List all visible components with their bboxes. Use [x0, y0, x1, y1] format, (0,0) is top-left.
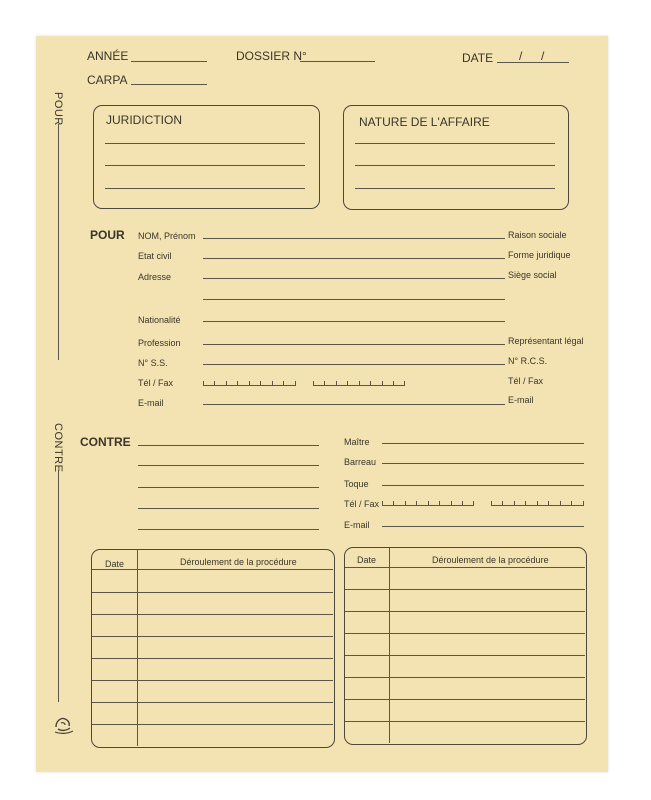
- etat-civil-label: Etat civil: [138, 251, 172, 261]
- dossier-label: DOSSIER N°: [236, 49, 307, 63]
- barreau-field[interactable]: [382, 463, 584, 464]
- email-field[interactable]: [203, 404, 505, 405]
- maitre-field[interactable]: [382, 443, 584, 444]
- nature-line-2[interactable]: [355, 165, 555, 166]
- date-field[interactable]: [497, 62, 569, 63]
- procedure-left-row[interactable]: [92, 592, 333, 593]
- procedure-left-row[interactable]: [92, 702, 333, 703]
- numero-ss-field[interactable]: [203, 364, 505, 365]
- toque-field[interactable]: [382, 485, 584, 486]
- procedure-left-row[interactable]: [92, 724, 333, 725]
- nom-prenom-label: NOM, Prénom: [138, 231, 196, 241]
- procedure-table-left: [91, 549, 335, 748]
- email-right-label: E-mail: [508, 395, 534, 405]
- procedure-table-right-divider: [389, 548, 390, 743]
- profession-field[interactable]: [203, 344, 505, 345]
- contre-email-label: E-mail: [344, 520, 370, 530]
- email-label: E-mail: [138, 398, 164, 408]
- representant-legal-label: Représentant légal: [508, 336, 584, 346]
- date-separator-2: /: [541, 49, 545, 63]
- procedure-right-row[interactable]: [345, 589, 585, 590]
- side-label-contre: CONTRE: [52, 423, 64, 473]
- nationalite-label: Nationalité: [138, 315, 181, 325]
- tel-fax-label: Tél / Fax: [138, 378, 174, 388]
- pour-title: POUR: [90, 228, 125, 242]
- maitre-label: Maître: [344, 437, 370, 447]
- etat-civil-field[interactable]: [203, 258, 505, 259]
- nature-line-1[interactable]: [355, 143, 555, 144]
- contre-line-4[interactable]: [138, 508, 319, 509]
- contre-line-5[interactable]: [138, 529, 319, 530]
- contre-line-3[interactable]: [138, 487, 319, 488]
- juridiction-line-1[interactable]: [105, 143, 305, 144]
- side-rule-pour: [58, 124, 59, 360]
- procedure-table-left-divider: [137, 550, 138, 746]
- juridiction-line-3[interactable]: [105, 188, 305, 189]
- adresse-label: Adresse: [138, 272, 172, 282]
- brand-logo-icon: [53, 713, 75, 735]
- contre-fax-field[interactable]: [491, 505, 584, 506]
- carpa-label: CARPA: [87, 73, 128, 87]
- procedure-left-row[interactable]: [92, 680, 333, 681]
- procedure-right-header-rule: [345, 567, 585, 568]
- annee-label: ANNÉE: [87, 49, 129, 63]
- procedure-left-date-header: Date: [105, 559, 125, 569]
- procedure-right-row[interactable]: [345, 721, 585, 722]
- contre-line-2[interactable]: [138, 465, 319, 466]
- procedure-right-date-header: Date: [357, 555, 377, 565]
- annee-field[interactable]: [131, 61, 207, 62]
- juridiction-line-2[interactable]: [105, 165, 305, 166]
- forme-juridique-label: Forme juridique: [508, 250, 571, 260]
- tel-fax-right-label: Tél / Fax: [508, 376, 544, 386]
- nature-affaire-title: NATURE DE L'AFFAIRE: [359, 115, 490, 129]
- date-label: DATE: [462, 51, 494, 65]
- nom-prenom-field[interactable]: [203, 238, 505, 239]
- rcs-label: N° R.C.S.: [508, 356, 548, 366]
- procedure-table-right: [344, 547, 587, 745]
- side-label-pour: POUR: [52, 92, 64, 126]
- dossier-field[interactable]: [300, 61, 375, 62]
- procedure-left-row[interactable]: [92, 658, 333, 659]
- procedure-left-row[interactable]: [92, 614, 333, 615]
- procedure-left-proc-header: Déroulement de la procédure: [180, 557, 297, 567]
- procedure-left-row[interactable]: [92, 636, 333, 637]
- procedure-right-row[interactable]: [345, 699, 585, 700]
- adresse-field-1[interactable]: [203, 278, 505, 279]
- procedure-left-header-rule: [92, 569, 333, 570]
- adresse-field-2[interactable]: [203, 299, 505, 300]
- procedure-right-row[interactable]: [345, 611, 585, 612]
- procedure-right-row[interactable]: [345, 655, 585, 656]
- procedure-right-proc-header: Déroulement de la procédure: [432, 555, 549, 565]
- toque-label: Toque: [344, 479, 369, 489]
- nationalite-field[interactable]: [203, 321, 505, 322]
- procedure-right-row[interactable]: [345, 677, 585, 678]
- tel-field[interactable]: [203, 385, 296, 386]
- juridiction-title: JURIDICTION: [106, 113, 182, 127]
- contre-title: CONTRE: [80, 435, 131, 449]
- side-rule-contre: [58, 470, 59, 702]
- contre-tel-fax-label: Tél / Fax: [344, 499, 380, 509]
- contre-tel-field[interactable]: [382, 505, 474, 506]
- date-separator-1: /: [519, 49, 523, 63]
- barreau-label: Barreau: [344, 457, 377, 467]
- raison-sociale-label: Raison sociale: [508, 230, 567, 240]
- contre-email-field[interactable]: [382, 526, 584, 527]
- carpa-field[interactable]: [131, 84, 207, 85]
- numero-ss-label: N° S.S.: [138, 358, 168, 368]
- nature-line-3[interactable]: [355, 188, 555, 189]
- contre-line-1[interactable]: [138, 445, 319, 446]
- profession-label: Profession: [138, 338, 181, 348]
- siege-social-label: Siège social: [508, 270, 557, 280]
- procedure-right-row[interactable]: [345, 633, 585, 634]
- fax-field[interactable]: [313, 385, 405, 386]
